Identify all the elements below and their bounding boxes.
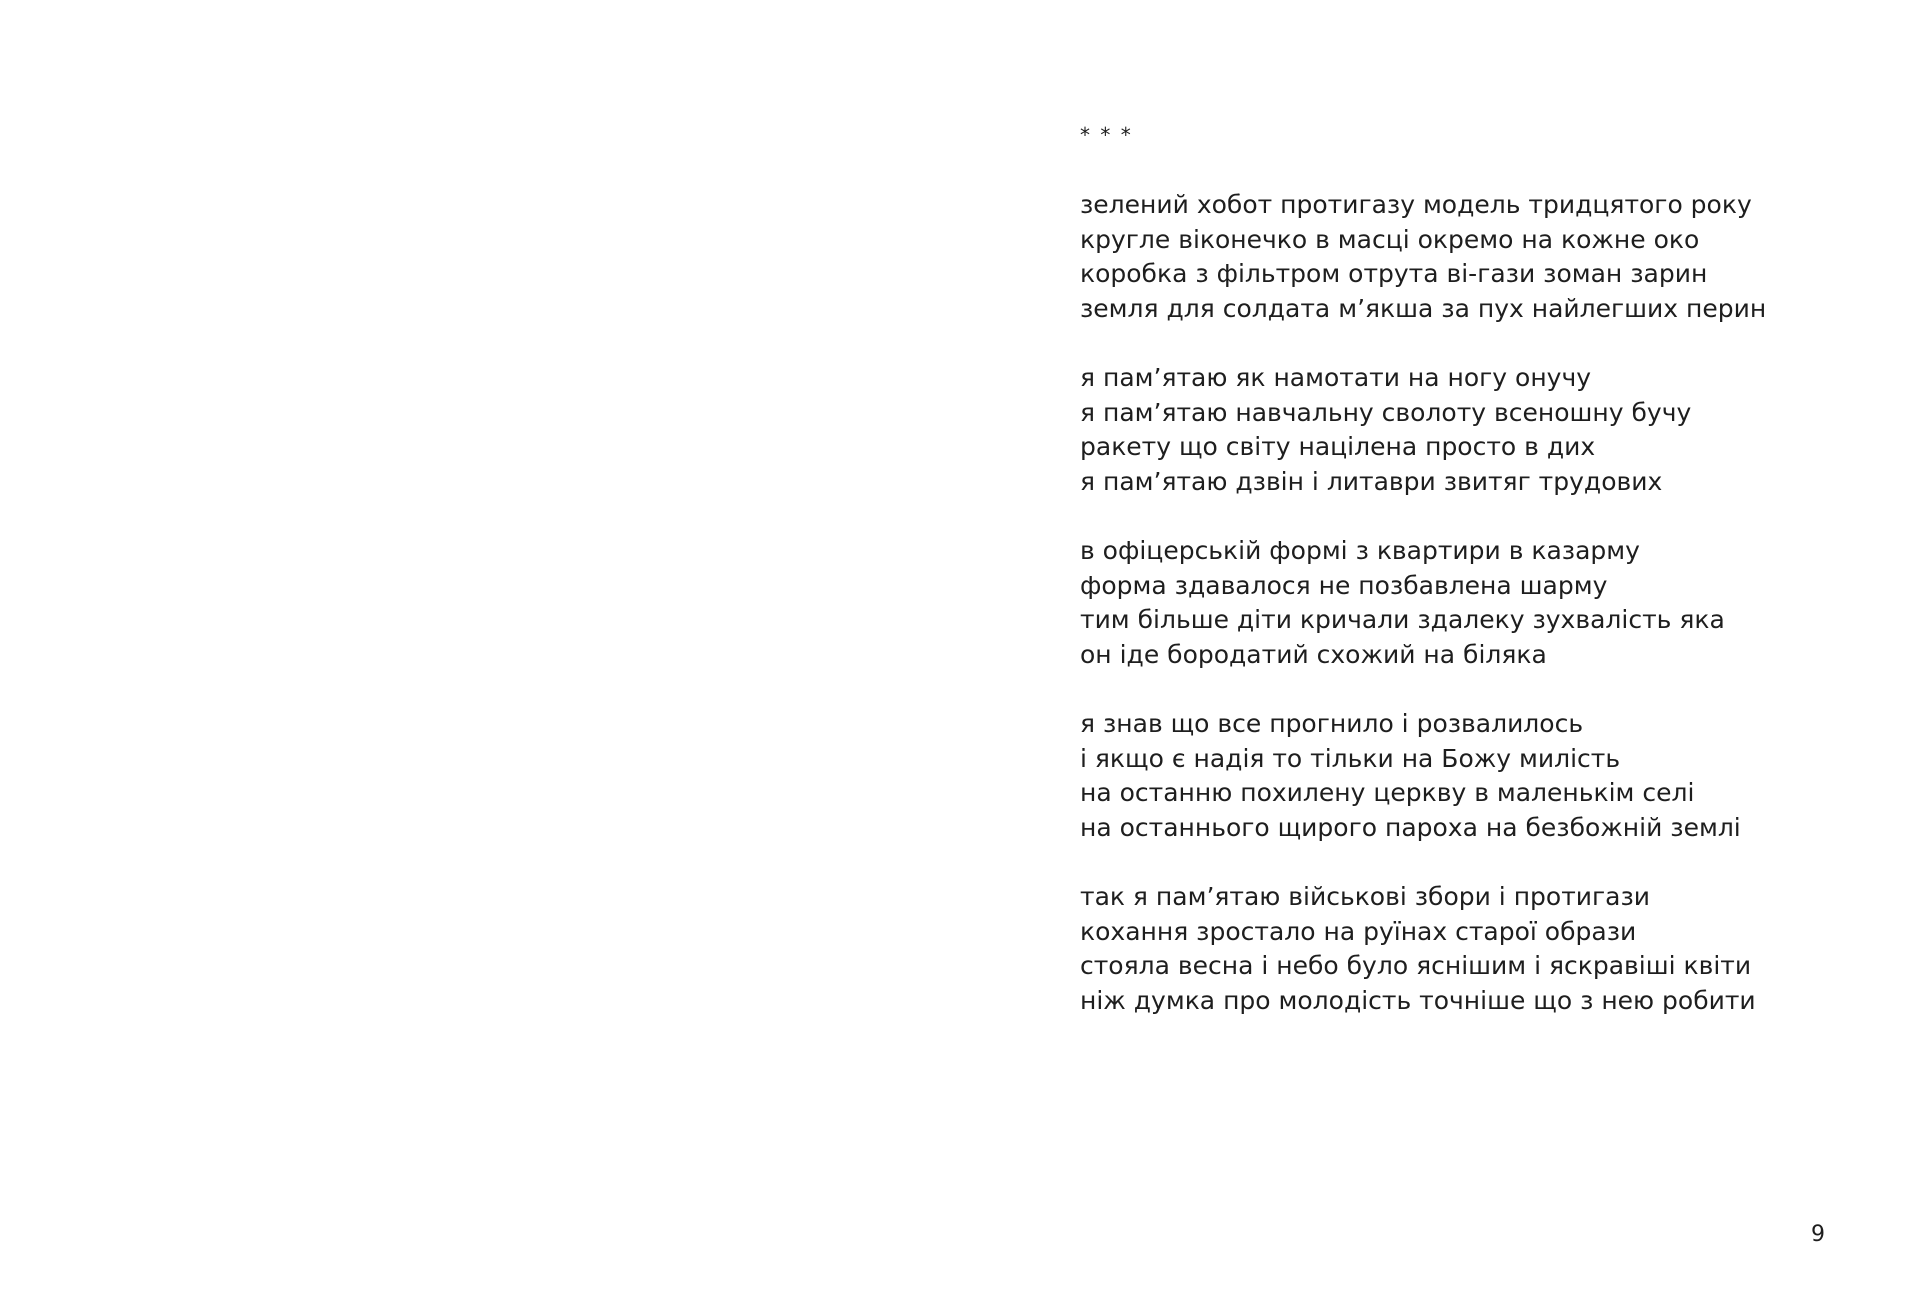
stanza-1 xyxy=(1080,188,1860,326)
poem-line: земля для солдата м’якша за пух найлегших перин xyxy=(1080,293,1767,323)
poem-line: стояла весна і небо було яснішим і яскравіші квіти xyxy=(1080,951,1752,980)
stanza-2 xyxy=(1080,361,1860,499)
poem-line: на останнього щирого пароха на безбожній землі xyxy=(1080,812,1741,842)
poem-line: тим більше діти кричали здалеку зухвалість яка xyxy=(1080,605,1725,634)
poem-line: кругле віконечко в масці окремо на кожне око xyxy=(1080,224,1700,254)
poem-line: так я пам’ятаю військові збори і протигази xyxy=(1080,882,1651,911)
page-number: 9 xyxy=(1811,1222,1825,1247)
stanza-5 xyxy=(1080,880,1860,1018)
right-page xyxy=(960,0,1920,1304)
poem-line: я пам’ятаю як намотати на ногу онучу xyxy=(1080,363,1592,392)
stanza-3 xyxy=(1080,534,1860,672)
poem-line: я пам’ятаю дзвін і литаври звитяг трудових xyxy=(1080,466,1663,496)
poem-line: ракету що світу націлена просто в дих xyxy=(1080,432,1596,461)
poem-line: ніж думка про молодість точніше що з нею робити xyxy=(1080,985,1756,1015)
stanza-4 xyxy=(1080,707,1860,845)
poem xyxy=(1080,118,1860,1053)
poem-line: і якщо є надія то тільки на Божу милість xyxy=(1080,743,1621,773)
poem-line: я знав що все прогнило і розвалилось xyxy=(1080,709,1584,738)
poem-line: кохання зростало на руїнах старої образи xyxy=(1080,916,1637,946)
poem-line: в офіцерській формі з квартири в казарму xyxy=(1080,536,1640,565)
poem-line: он іде бородатий схожий на біляка xyxy=(1080,639,1547,669)
poem-line: зелений хобот протигазу модель тридцятого року xyxy=(1080,190,1752,219)
poem-line: форма здавалося не позбавлена шарму xyxy=(1080,570,1608,600)
poem-line: коробка з фільтром отрута ві-гази зоман зарин xyxy=(1080,259,1708,288)
poem-line: на останню похилену церкву в маленькім селі xyxy=(1080,778,1695,807)
poem-line: я пам’ятаю навчальну сволоту всеношну бучу xyxy=(1080,397,1692,427)
section-mark: * * * xyxy=(1080,123,1133,147)
